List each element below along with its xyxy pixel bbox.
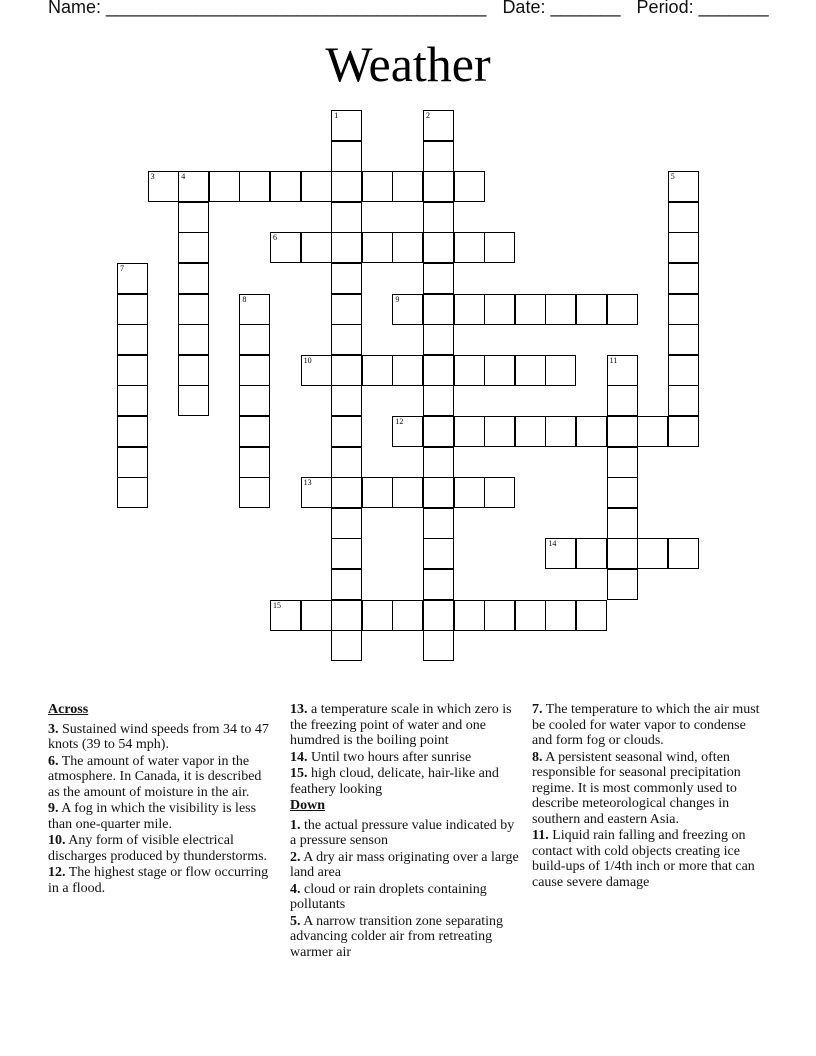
crossword-cell[interactable]	[331, 600, 362, 631]
crossword-cell[interactable]	[270, 171, 301, 202]
crossword-cell[interactable]	[454, 355, 485, 386]
crossword-cell[interactable]	[484, 355, 515, 386]
crossword-cell[interactable]	[423, 447, 454, 478]
crossword-cell[interactable]	[576, 294, 607, 325]
clue-text: Until two hours after sunrise	[307, 749, 472, 765]
clue-item	[48, 865, 276, 896]
clue-number-label: 8	[242, 294, 247, 304]
crossword-cell[interactable]	[637, 416, 668, 447]
crossword-cell[interactable]	[607, 508, 638, 539]
crossword-cell[interactable]	[515, 416, 546, 447]
crossword-cell[interactable]	[668, 355, 699, 386]
crossword-cell[interactable]	[392, 600, 423, 631]
crossword-cell[interactable]	[607, 477, 638, 508]
crossword-cell[interactable]	[239, 385, 270, 416]
crossword-cell[interactable]	[607, 447, 638, 478]
crossword-cell[interactable]	[423, 508, 454, 539]
crossword-cell[interactable]	[423, 630, 454, 661]
clue-text: The amount of water vapor in the atmosphere. In Canada, it is described as the amount of moisture in the air.	[48, 753, 262, 800]
crossword-cell[interactable]	[515, 294, 546, 325]
crossword-cell[interactable]	[117, 447, 148, 478]
clue-text: A fog in which the visibility is less than one-quarter mile.	[48, 801, 257, 832]
clue-item	[290, 818, 522, 849]
clue-text: A persistent seasonal wind, often responsible for seasonal precipitation regime. It is most commonly used to describe meteorological changes in southern and eastern Asia.	[532, 749, 741, 827]
clue-text: Liquid rain falling and freezing on contact with cold objects creating ice build-ups of 1/4th inch or more that can cause severe damage	[532, 828, 755, 890]
clue-number-label: 12	[395, 417, 404, 426]
crossword-cell[interactable]	[484, 232, 515, 263]
crossword-cell[interactable]	[117, 294, 148, 325]
crossword-cell[interactable]	[392, 232, 423, 263]
clue-column-2	[290, 702, 522, 961]
clue-number-label: 5	[670, 172, 675, 182]
clue-item	[532, 750, 764, 828]
crossword-cell[interactable]	[117, 385, 148, 416]
crossword-cell[interactable]	[454, 294, 485, 325]
crossword-cell[interactable]	[423, 171, 454, 202]
crossword-cell[interactable]	[239, 171, 270, 202]
period-field[interactable]: Period: _______	[636, 0, 769, 17]
crossword-cell[interactable]	[454, 416, 485, 447]
crossword-cell[interactable]	[239, 447, 270, 478]
crossword-cell[interactable]	[178, 294, 209, 325]
crossword-cell[interactable]	[178, 385, 209, 416]
crossword-cell[interactable]	[117, 477, 148, 508]
crossword-cell[interactable]	[454, 600, 485, 631]
crossword-cell[interactable]	[484, 600, 515, 631]
crossword-cell[interactable]	[484, 294, 515, 325]
crossword-cell[interactable]	[301, 171, 332, 202]
crossword-cell[interactable]	[607, 416, 638, 447]
crossword-cell[interactable]	[668, 294, 699, 325]
puzzle-title: Weather	[325, 36, 491, 92]
clue-number: 9.	[48, 801, 59, 816]
crossword-cell[interactable]	[423, 110, 454, 141]
crossword-cell[interactable]	[668, 263, 699, 294]
crossword-cell[interactable]	[545, 355, 576, 386]
clue-item	[532, 828, 764, 890]
crossword-cell[interactable]	[668, 202, 699, 233]
clue-number: 3.	[48, 721, 59, 737]
crossword-cell[interactable]	[454, 171, 485, 202]
clue-number-label: 7	[120, 264, 124, 273]
clue-text: The highest stage or flow occurring in a flood.	[48, 865, 269, 896]
crossword-cell[interactable]	[331, 232, 362, 263]
crossword-cell[interactable]	[331, 447, 362, 478]
crossword-cell[interactable]	[209, 171, 240, 202]
crossword-cell[interactable]	[270, 600, 301, 631]
crossword-cell[interactable]	[515, 600, 546, 631]
clue-item	[48, 754, 276, 801]
crossword-cell[interactable]	[301, 477, 332, 508]
crossword-cell[interactable]	[117, 324, 148, 355]
clue-text: the actual pressure value indicated by a pressure senson	[290, 817, 515, 848]
clue-text: Any form of visible electrical discharges produced by thunderstorms.	[48, 833, 268, 864]
clue-number: 2.	[290, 849, 301, 865]
crossword-cell[interactable]	[576, 538, 607, 569]
crossword-cell[interactable]	[423, 202, 454, 233]
clue-item	[290, 766, 522, 797]
crossword-cell[interactable]	[331, 385, 362, 416]
clue-item	[48, 801, 276, 832]
crossword-cell[interactable]	[362, 171, 393, 202]
crossword-cell[interactable]	[178, 171, 209, 202]
clue-number-label: 11	[609, 355, 618, 365]
clue-item	[290, 882, 522, 913]
crossword-cell[interactable]	[331, 324, 362, 355]
clue-number: 4.	[290, 881, 301, 897]
crossword-cell[interactable]	[668, 324, 699, 355]
clue-number: 6.	[48, 753, 59, 769]
crossword-cell[interactable]	[331, 416, 362, 447]
crossword-cell[interactable]	[423, 477, 454, 508]
crossword-cell[interactable]	[331, 630, 362, 661]
crossword-cell[interactable]	[668, 232, 699, 263]
clue-number-label: 10	[303, 355, 312, 365]
clue-item	[290, 850, 522, 881]
crossword-cell[interactable]	[637, 538, 668, 569]
crossword-cell[interactable]	[668, 385, 699, 416]
clue-item	[48, 722, 276, 753]
clue-number-label: 15	[273, 600, 281, 610]
crossword-cell[interactable]	[362, 355, 393, 386]
crossword-cell[interactable]	[515, 355, 546, 386]
clue-column-3	[532, 702, 764, 891]
crossword-cell[interactable]	[117, 355, 148, 386]
crossword-cell[interactable]	[331, 202, 362, 233]
crossword-cell[interactable]	[607, 355, 638, 386]
clue-item	[290, 750, 522, 766]
crossword-cell[interactable]	[484, 477, 515, 508]
crossword-cell[interactable]	[423, 569, 454, 600]
crossword-cell[interactable]	[148, 171, 179, 202]
crossword-cell[interactable]	[392, 171, 423, 202]
crossword-cell[interactable]	[607, 294, 638, 325]
crossword-cell[interactable]	[545, 416, 576, 447]
crossword-cell[interactable]	[392, 477, 423, 508]
clue-number-label: 6	[273, 233, 277, 243]
clue-number-label: 13	[303, 478, 312, 488]
clue-text: high cloud, delicate, hair-like and feathery looking	[290, 766, 499, 797]
crossword-cell[interactable]	[331, 171, 362, 202]
clue-number: 8.	[532, 749, 543, 765]
crossword-cell[interactable]	[331, 263, 362, 294]
crossword-cell[interactable]	[362, 477, 393, 508]
clue-number-label: 4	[181, 172, 186, 182]
clue-text: Sustained wind speeds from 34 to 47 knots (39 to 54 mph).	[48, 721, 269, 752]
crossword-cell[interactable]	[331, 141, 362, 172]
crossword-cell[interactable]	[331, 355, 362, 386]
crossword-cell[interactable]	[392, 294, 423, 325]
crossword-cell[interactable]	[331, 538, 362, 569]
crossword-cell[interactable]	[239, 416, 270, 447]
clue-item	[48, 833, 276, 864]
name-field[interactable]: Name: ______________________________________	[48, 0, 487, 17]
crossword-cell[interactable]	[301, 355, 332, 386]
crossword-cell[interactable]	[331, 110, 362, 141]
clue-number-label: 14	[548, 539, 557, 549]
clue-item	[532, 702, 764, 749]
clue-text: A narrow transition zone separating advancing colder air from retreating warmer air	[290, 913, 504, 960]
clue-text: a temperature scale in which zero is the freezing point of water and one humdred is the boiling point	[290, 702, 512, 748]
crossword-cell[interactable]	[362, 232, 393, 263]
crossword-cell[interactable]	[239, 477, 270, 508]
clue-item	[290, 914, 522, 961]
clue-number: 14.	[290, 749, 308, 765]
crossword-cell[interactable]	[423, 355, 454, 386]
crossword-cell[interactable]	[423, 294, 454, 325]
crossword-cell[interactable]	[331, 508, 362, 539]
crossword-cell[interactable]	[668, 538, 699, 569]
crossword-cell[interactable]	[576, 600, 607, 631]
crossword-cell[interactable]	[178, 202, 209, 233]
crossword-cell[interactable]	[239, 355, 270, 386]
clue-number-label: 1	[334, 111, 339, 120]
crossword-cell[interactable]	[178, 232, 209, 263]
crossword-cell[interactable]	[423, 141, 454, 172]
crossword-cell[interactable]	[331, 477, 362, 508]
clue-text: The temperature to which the air must be cooled for water vapor to condense and form fog or clouds.	[532, 702, 760, 748]
crossword-cell[interactable]	[331, 569, 362, 600]
crossword-cell[interactable]	[239, 324, 270, 355]
clue-number: 13.	[290, 702, 308, 717]
crossword-cell[interactable]	[178, 324, 209, 355]
crossword-cell[interactable]	[484, 416, 515, 447]
clue-number-label: 3	[150, 172, 155, 182]
crossword-cell[interactable]	[362, 600, 393, 631]
crossword-cell[interactable]	[301, 600, 332, 631]
crossword-cell[interactable]	[668, 171, 699, 202]
crossword-cell[interactable]	[607, 538, 638, 569]
crossword-cell[interactable]	[545, 538, 576, 569]
crossword-cell[interactable]	[117, 416, 148, 447]
clue-number-label: 2	[426, 111, 430, 120]
crossword-cell[interactable]	[392, 355, 423, 386]
crossword-cell[interactable]	[454, 232, 485, 263]
clue-number: 10.	[48, 833, 66, 848]
crossword-cell[interactable]	[270, 232, 301, 263]
clue-number: 11.	[532, 828, 549, 843]
clue-number: 7.	[532, 702, 543, 717]
crossword-cell[interactable]	[423, 600, 454, 631]
clue-column-1	[48, 702, 276, 897]
clue-heading: Across	[48, 702, 89, 717]
clue-number: 1.	[290, 817, 301, 833]
crossword-cell[interactable]	[607, 569, 638, 600]
clue-text: cloud or rain droplets containing pollutants	[290, 881, 487, 912]
crossword-cell[interactable]	[392, 416, 423, 447]
crossword-cell[interactable]	[117, 263, 148, 294]
crossword-cell[interactable]	[576, 416, 607, 447]
crossword-cell[interactable]	[423, 538, 454, 569]
clue-text: A dry air mass originating over a large land area	[290, 849, 519, 880]
crossword-cell[interactable]	[301, 232, 332, 263]
clue-item	[290, 702, 522, 749]
crossword-cell[interactable]	[423, 232, 454, 263]
crossword-cell[interactable]	[668, 416, 699, 447]
crossword-cell[interactable]	[423, 263, 454, 294]
crossword-cell[interactable]	[454, 477, 485, 508]
crossword-cell[interactable]	[239, 294, 270, 325]
crossword-cell[interactable]	[178, 263, 209, 294]
crossword-cell[interactable]	[178, 355, 209, 386]
clue-number: 12.	[48, 865, 66, 880]
clue-number: 15.	[290, 766, 308, 781]
crossword-cell[interactable]	[423, 416, 454, 447]
clue-number: 5.	[290, 913, 301, 929]
crossword-cell[interactable]	[423, 385, 454, 416]
clue-heading: Down	[290, 798, 326, 813]
crossword-cell[interactable]	[331, 294, 362, 325]
clue-number-label: 9	[395, 294, 400, 304]
crossword-cell[interactable]	[545, 600, 576, 631]
crossword-cell[interactable]	[423, 324, 454, 355]
crossword-cell[interactable]	[607, 385, 638, 416]
crossword-cell[interactable]	[545, 294, 576, 325]
date-field[interactable]: Date: _______	[502, 0, 621, 17]
